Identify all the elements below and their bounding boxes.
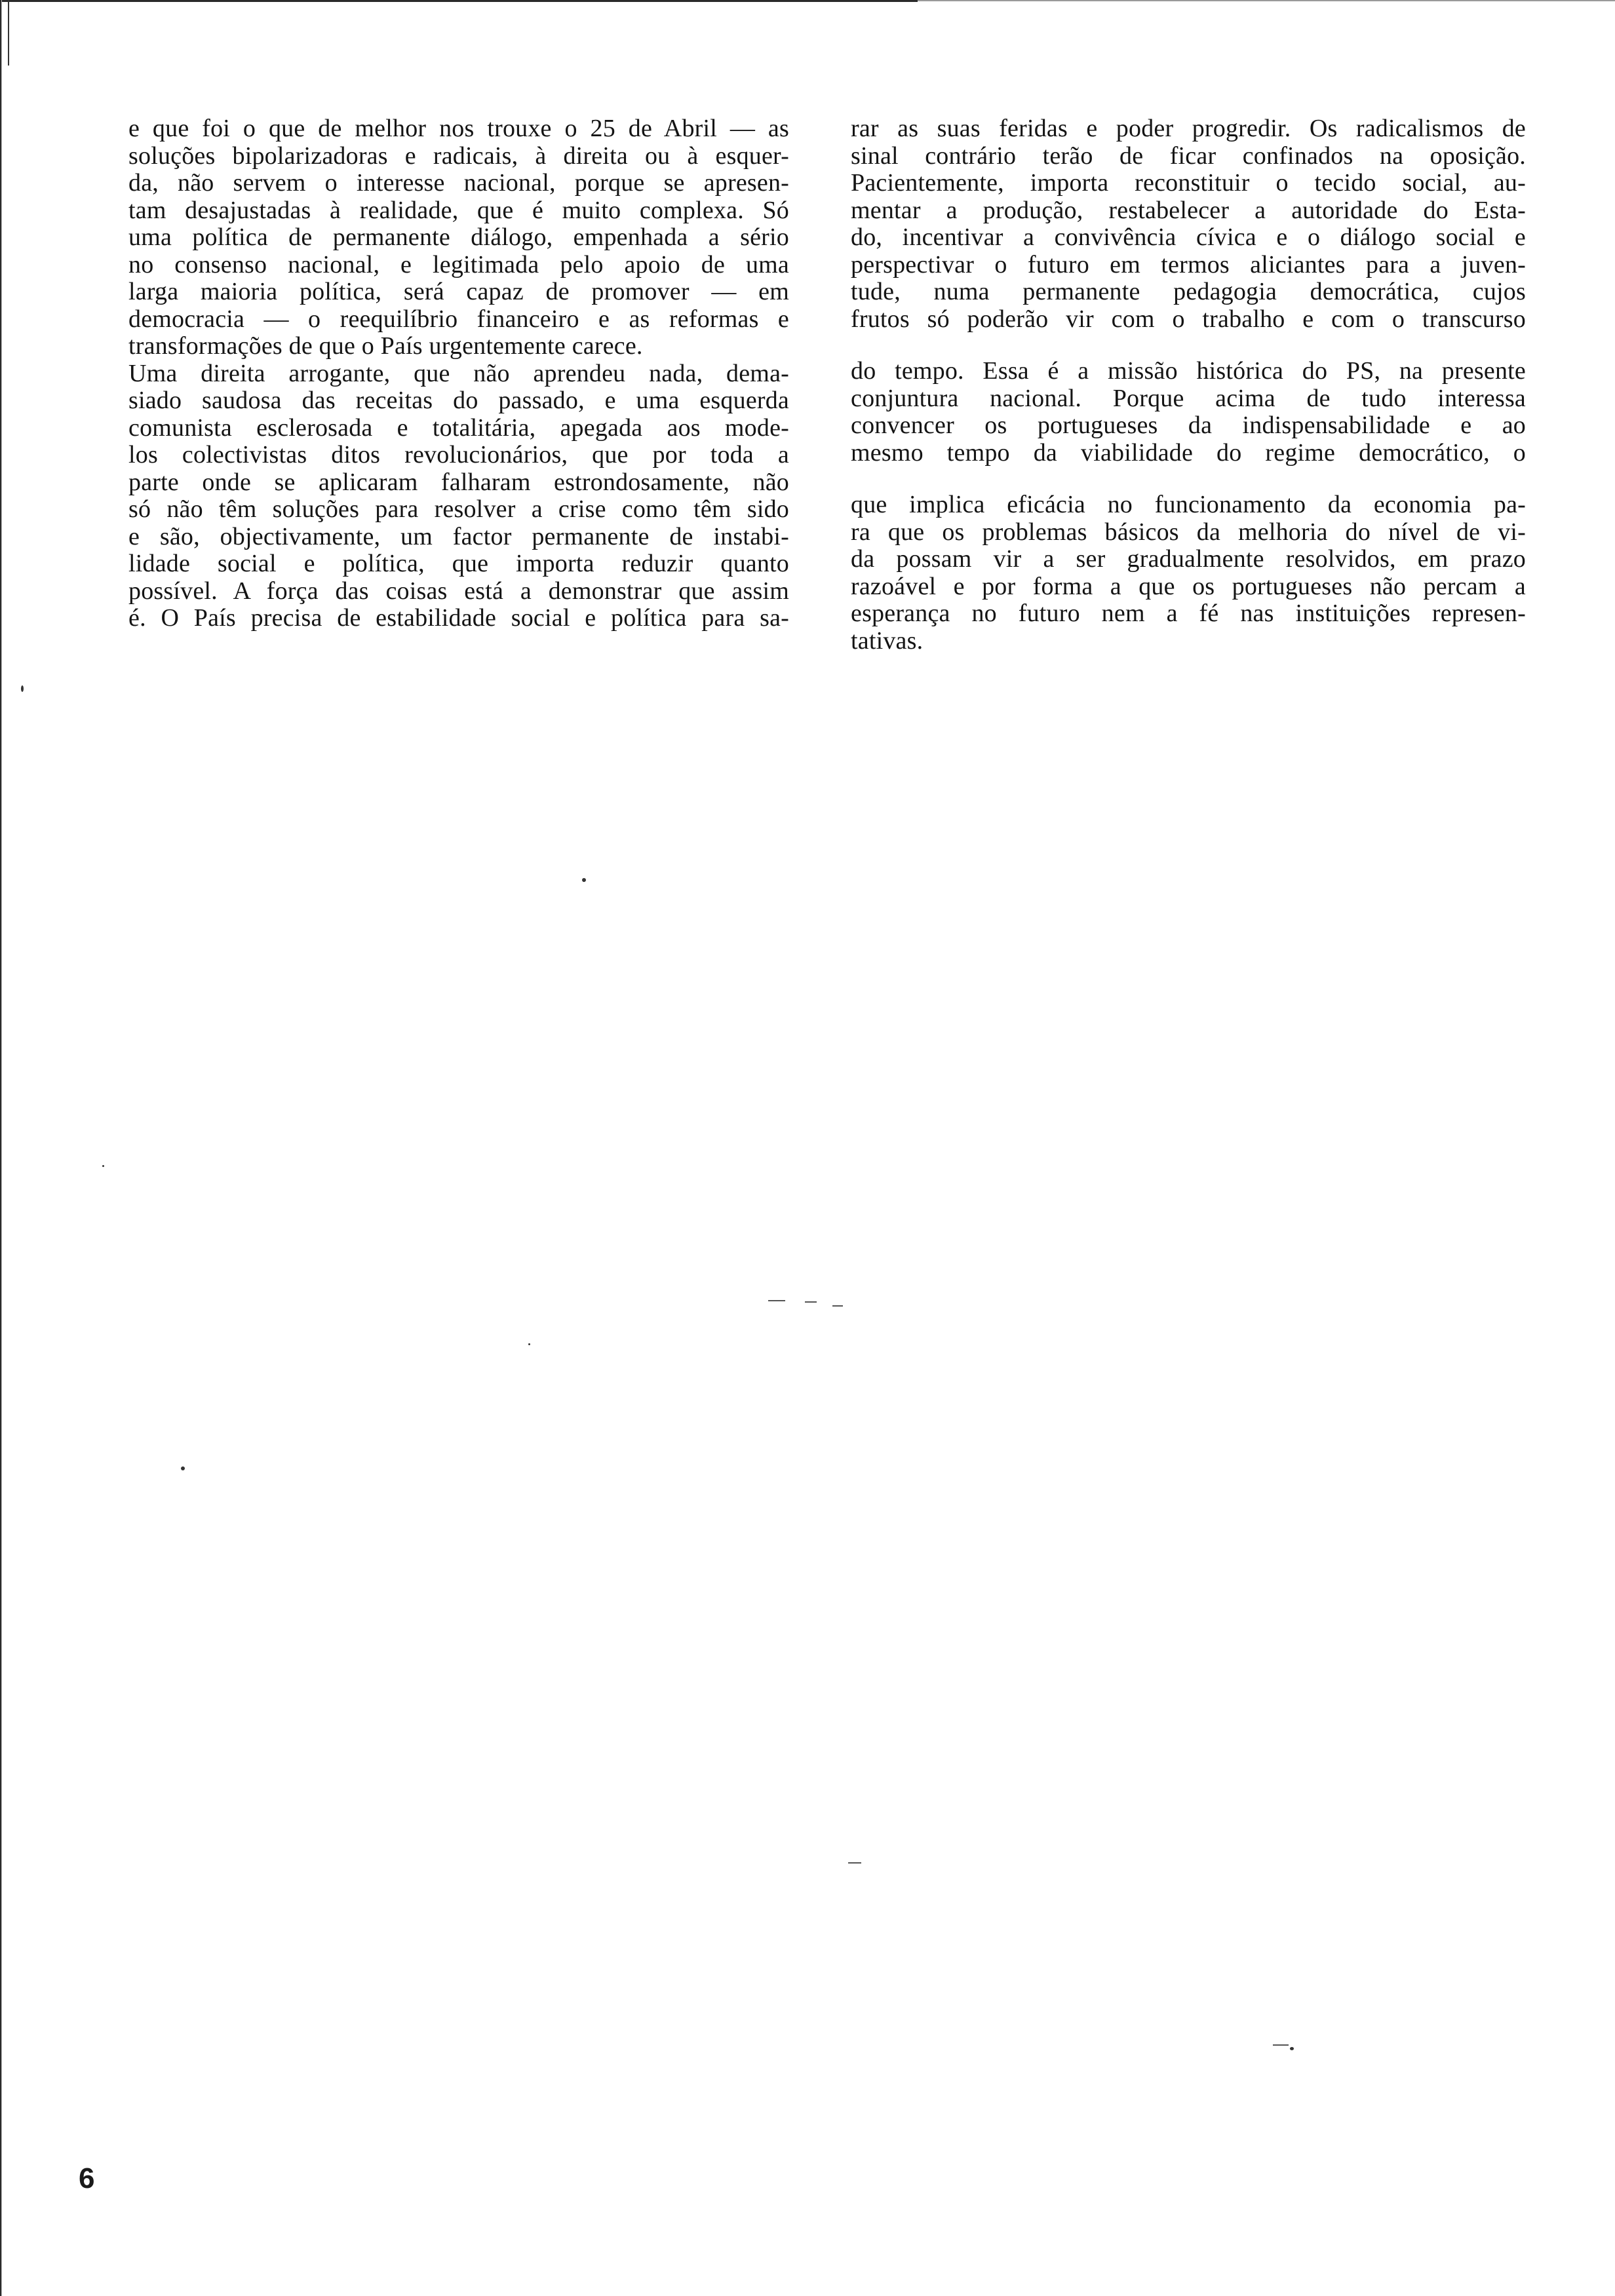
scan-speck	[181, 1466, 185, 1470]
text-column-left	[128, 115, 789, 632]
text-line: perspectivar o futuro em termos aliciantes para a juven-	[851, 250, 1526, 278]
text-line: sinal contrário terão de ficar confinados na oposição.	[851, 142, 1526, 170]
text-line: no consenso nacional, e legitimada pelo apoio de uma	[128, 250, 789, 278]
paragraph-block	[851, 491, 1526, 655]
paragraph-gap	[851, 467, 1526, 491]
text-line: possível. A força das coisas está a demonstrar que assim	[128, 577, 789, 605]
text-line: ra que os problemas básicos da melhoria do nível de vi-	[851, 518, 1526, 546]
text-line: só não têm soluções para resolver a crise como têm sido	[128, 495, 789, 523]
text-column-right	[851, 115, 1526, 655]
scan-dash-mark	[805, 1301, 817, 1303]
text-line: conjuntura nacional. Porque acima de tudo interessa	[851, 384, 1526, 412]
text-line: frutos só poderão vir com o trabalho e com o transcurso	[851, 305, 1526, 333]
text-line: do tempo. Essa é a missão histórica do PS, na presente	[851, 357, 1526, 385]
text-line: tam desajustadas à realidade, que é muito complexa. Só	[128, 196, 789, 224]
scan-speck	[582, 878, 586, 882]
text-line: siado saudosa das receitas do passado, e uma esquerda	[128, 387, 789, 414]
text-line: soluções bipolarizadoras e radicais, à direita ou à esquer-	[128, 142, 789, 170]
text-line: parte onde se aplicaram falharam estrondosamente, não	[128, 468, 789, 496]
text-line: mentar a produção, restabelecer a autoridade do Esta-	[851, 196, 1526, 224]
text-line: da, não servem o interesse nacional, porque se apresen-	[128, 169, 789, 197]
scan-speck	[528, 1343, 530, 1345]
text-line: razoável e por forma a que os portugueses não percam a	[851, 572, 1526, 600]
page-number: 6	[79, 2162, 95, 2194]
text-line: rar as suas feridas e poder progredir. Os radicalismos de	[851, 115, 1526, 142]
text-line: larga maioria política, será capaz de promover — em	[128, 278, 789, 305]
text-line: da possam vir a ser gradualmente resolvidos, em prazo	[851, 545, 1526, 573]
paragraph-block	[851, 115, 1526, 333]
text-line: do, incentivar a convivência cívica e o diálogo social e	[851, 223, 1526, 251]
text-line: tativas.	[851, 626, 924, 655]
text-line: transformações de que o País urgentemente carece.	[128, 332, 643, 360]
text-line: esperança no futuro nem a fé nas instituições represen-	[851, 600, 1526, 627]
text-line: e que foi o que de melhor nos trouxe o 25 de Abril — as	[128, 115, 789, 142]
text-line: democracia — o reequilíbrio financeiro e as reformas e	[128, 305, 789, 333]
text-line: lidade social e política, que importa reduzir quanto	[128, 550, 789, 577]
scan-speck	[1290, 2047, 1294, 2050]
text-line: los colectivistas ditos revolucionários, que por toda a	[128, 441, 789, 469]
scan-border-left-mark	[8, 0, 9, 66]
text-line: que implica eficácia no funcionamento da economia pa-	[851, 491, 1526, 518]
text-line: mesmo tempo da viabilidade do regime democrático, o	[851, 438, 1526, 467]
scan-speck	[102, 1165, 104, 1167]
paragraph-gap	[851, 333, 1526, 358]
text-line: comunista esclerosada e totalitária, apegada aos mode-	[128, 413, 789, 442]
paragraph-block	[851, 358, 1526, 467]
scan-speck	[21, 685, 24, 692]
scan-dash-mark	[848, 1862, 861, 1864]
text-line: tude, numa permanente pedagogia democrática, cujos	[851, 278, 1526, 305]
scan-border-left	[0, 0, 4, 2296]
scan-dash-mark	[832, 1305, 843, 1307]
text-line: Uma direita arrogante, que não aprendeu nada, dema-	[128, 359, 789, 387]
scan-border-top	[0, 0, 1615, 5]
text-line: uma política de permanente diálogo, empenhada a sério	[128, 223, 789, 251]
text-line: convencer os portugueses da indispensabilidade e ao	[851, 411, 1526, 439]
text-line: Pacientemente, importa reconstituir o tecido social, au-	[851, 169, 1526, 197]
text-line: e são, objectivamente, um factor permanente de instabi-	[128, 522, 789, 550]
scan-dash-mark	[768, 1300, 785, 1301]
text-line: é. O País precisa de estabilidade social e política para sa-	[128, 604, 789, 632]
scan-dash-mark	[1273, 2044, 1289, 2046]
